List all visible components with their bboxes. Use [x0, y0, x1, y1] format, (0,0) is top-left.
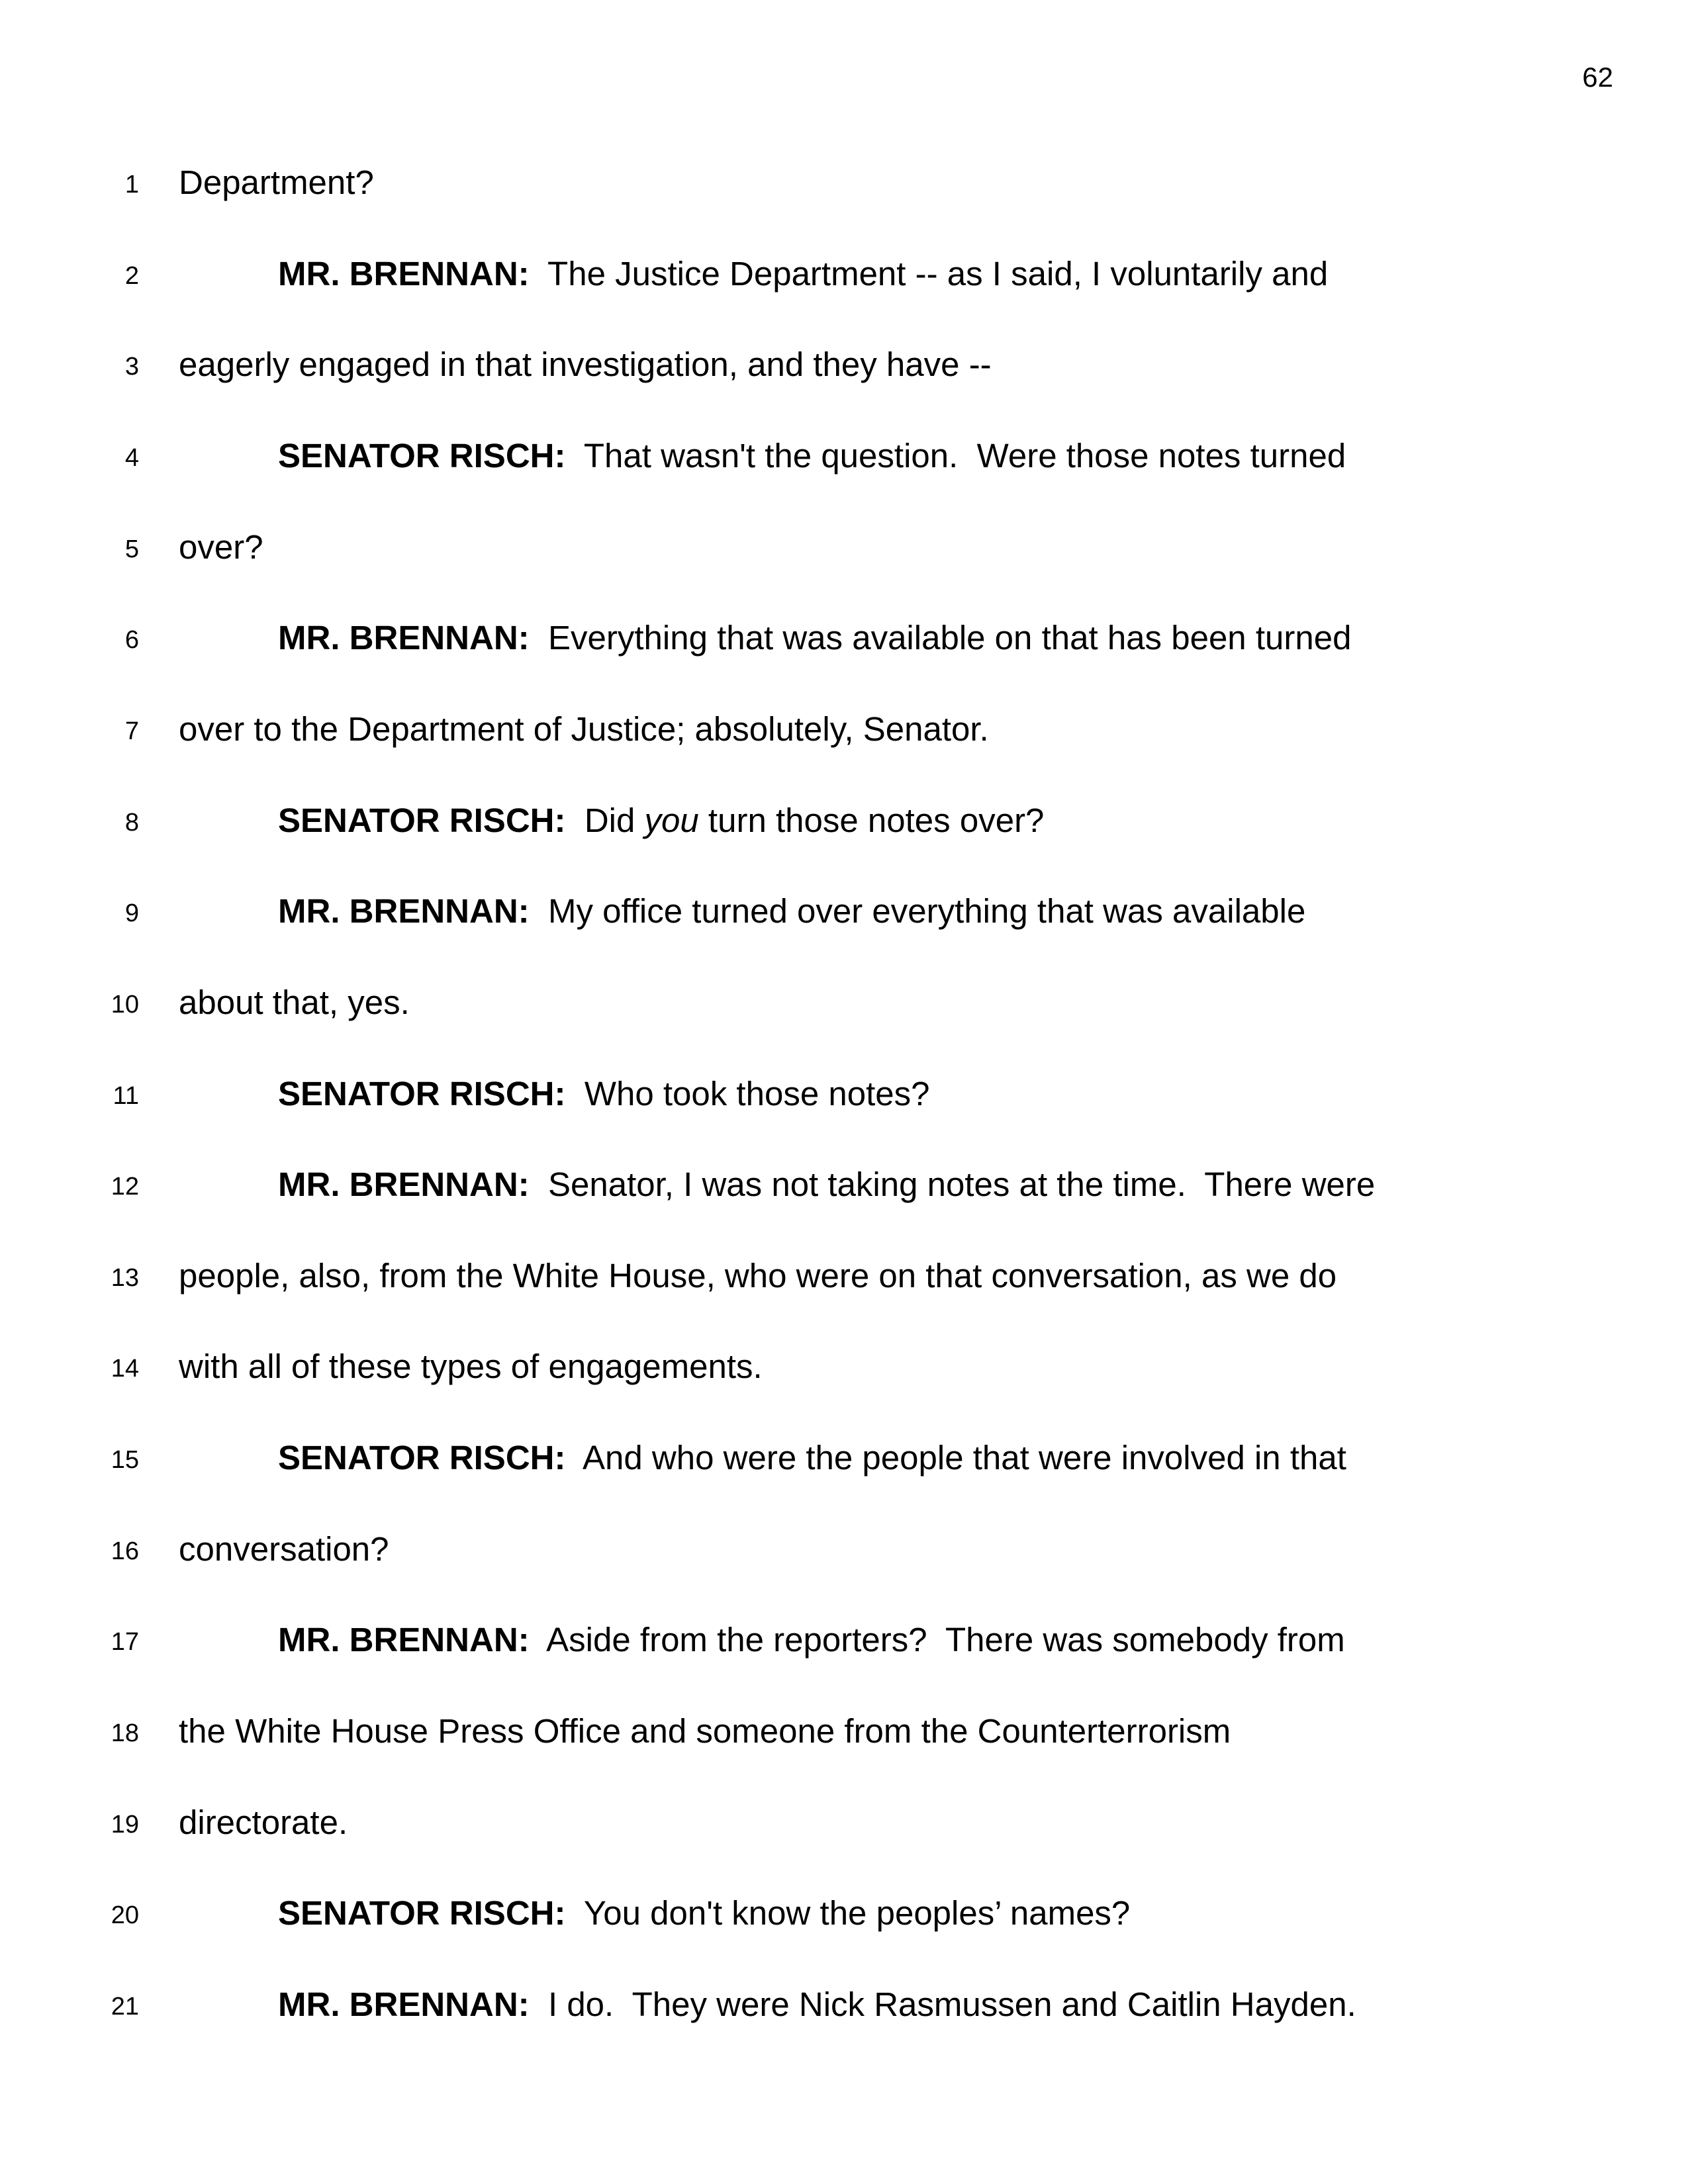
transcript-line — [0, 1437, 1688, 1484]
transcript-line — [0, 1984, 1688, 2030]
transcript-line — [0, 1619, 1688, 1666]
transcript-line — [0, 800, 1688, 846]
line-text — [179, 1255, 1635, 1297]
line-text — [179, 435, 1635, 477]
speaker-name: MR. BRENNAN: — [278, 255, 530, 293]
speech-text: Department? — [179, 163, 374, 201]
line-number: 12 — [111, 1173, 139, 1201]
line-text — [179, 344, 1635, 385]
line-text — [179, 800, 1635, 841]
transcript-line — [0, 1073, 1688, 1120]
line-number: 21 — [111, 1993, 139, 2021]
page-number: 62 — [1582, 62, 1613, 93]
speaker-name: MR. BRENNAN: — [278, 1985, 530, 2023]
line-text — [179, 709, 1635, 750]
line-number: 4 — [124, 444, 139, 472]
transcript-line — [0, 709, 1688, 755]
line-number: 19 — [111, 1811, 139, 1839]
speech-text: turn those notes over? — [698, 801, 1045, 839]
line-text — [179, 162, 1635, 203]
speech-text: people, also, from the White House, who were on that conversation, as we do — [179, 1257, 1337, 1295]
speech-text: Senator, I was not taking notes at the time. There were — [529, 1165, 1376, 1203]
line-text — [179, 1437, 1635, 1479]
line-number: 10 — [111, 991, 139, 1019]
transcript-line — [0, 1164, 1688, 1210]
line-text — [179, 1619, 1635, 1661]
transcript-line — [0, 1255, 1688, 1302]
line-number: 15 — [111, 1446, 139, 1474]
line-text — [179, 1529, 1635, 1570]
line-text — [179, 617, 1635, 659]
speech-text: Everything that was available on that has been turned — [529, 619, 1352, 657]
line-text — [179, 982, 1635, 1023]
line-number: 13 — [111, 1264, 139, 1292]
speech-text: the White House Press Office and someone from the Counterterrorism — [179, 1712, 1231, 1750]
speech-text: directorate. — [179, 1803, 348, 1841]
line-text — [179, 1073, 1635, 1115]
line-text — [179, 1984, 1635, 2025]
speech-text: The Justice Department -- as I said, I voluntarily and — [529, 255, 1329, 293]
line-text — [179, 891, 1635, 932]
transcript-line — [0, 891, 1688, 937]
transcript-line — [0, 253, 1688, 300]
speech-text: about that, yes. — [179, 983, 410, 1021]
line-text — [179, 1802, 1635, 1843]
line-number: 2 — [124, 262, 139, 290]
transcript-line — [0, 344, 1688, 390]
line-number: 14 — [111, 1355, 139, 1383]
speech-text: eagerly engaged in that investigation, and they have -- — [179, 345, 992, 383]
speech-text: over? — [179, 528, 263, 566]
line-number: 8 — [124, 809, 139, 837]
speech-text: I do. They were Nick Rasmussen and Caitlin Hayden. — [529, 1985, 1356, 2023]
transcript-line — [0, 435, 1688, 482]
transcript-line — [0, 1711, 1688, 1757]
speech-text: you — [644, 801, 699, 839]
line-number: 17 — [111, 1628, 139, 1656]
speaker-name: SENATOR RISCH: — [278, 1075, 566, 1113]
line-text — [179, 1346, 1635, 1387]
line-number: 5 — [124, 535, 139, 563]
line-number: 11 — [113, 1082, 139, 1110]
line-number: 6 — [124, 626, 139, 654]
transcript-line — [0, 617, 1688, 664]
line-text — [179, 1164, 1635, 1205]
speech-text: Aside from the reporters? There was somebody from — [529, 1621, 1345, 1659]
speech-text: conversation? — [179, 1530, 389, 1568]
speaker-name: SENATOR RISCH: — [278, 1894, 566, 1932]
speech-text: You don't know the peoples’ names? — [565, 1894, 1131, 1932]
line-number: 3 — [124, 353, 139, 381]
line-text — [179, 527, 1635, 568]
speaker-name: MR. BRENNAN: — [278, 619, 530, 657]
transcript-line — [0, 982, 1688, 1028]
speaker-name: MR. BRENNAN: — [278, 1165, 530, 1203]
transcript-line — [0, 1346, 1688, 1392]
transcript-line — [0, 1529, 1688, 1575]
speaker-name: MR. BRENNAN: — [278, 1621, 530, 1659]
line-number: 9 — [124, 899, 139, 927]
line-number: 18 — [111, 1719, 139, 1747]
line-number: 16 — [111, 1537, 139, 1565]
transcript-line — [0, 162, 1688, 208]
speech-text: with all of these types of engagements. — [179, 1347, 763, 1385]
transcript-line — [0, 527, 1688, 573]
speaker-name: SENATOR RISCH: — [278, 801, 566, 839]
speaker-name: SENATOR RISCH: — [278, 1439, 566, 1477]
speaker-name: SENATOR RISCH: — [278, 437, 566, 475]
speech-text: My office turned over everything that was available — [529, 892, 1306, 930]
transcript-line — [0, 1802, 1688, 1848]
speech-text: over to the Department of Justice; absolutely, Senator. — [179, 710, 989, 748]
line-number: 1 — [124, 171, 139, 199]
speech-text: Did — [565, 801, 645, 839]
speech-text: Who took those notes? — [565, 1075, 930, 1113]
line-text — [179, 253, 1635, 295]
speaker-name: MR. BRENNAN: — [278, 892, 530, 930]
transcript-line — [0, 1893, 1688, 1939]
line-text — [179, 1893, 1635, 1934]
line-text — [179, 1711, 1635, 1752]
line-number: 20 — [111, 1901, 139, 1929]
speech-text: And who were the people that were involved in that — [565, 1439, 1346, 1477]
speech-text: That wasn't the question. Were those notes turned — [565, 437, 1346, 475]
line-number: 7 — [124, 717, 139, 745]
